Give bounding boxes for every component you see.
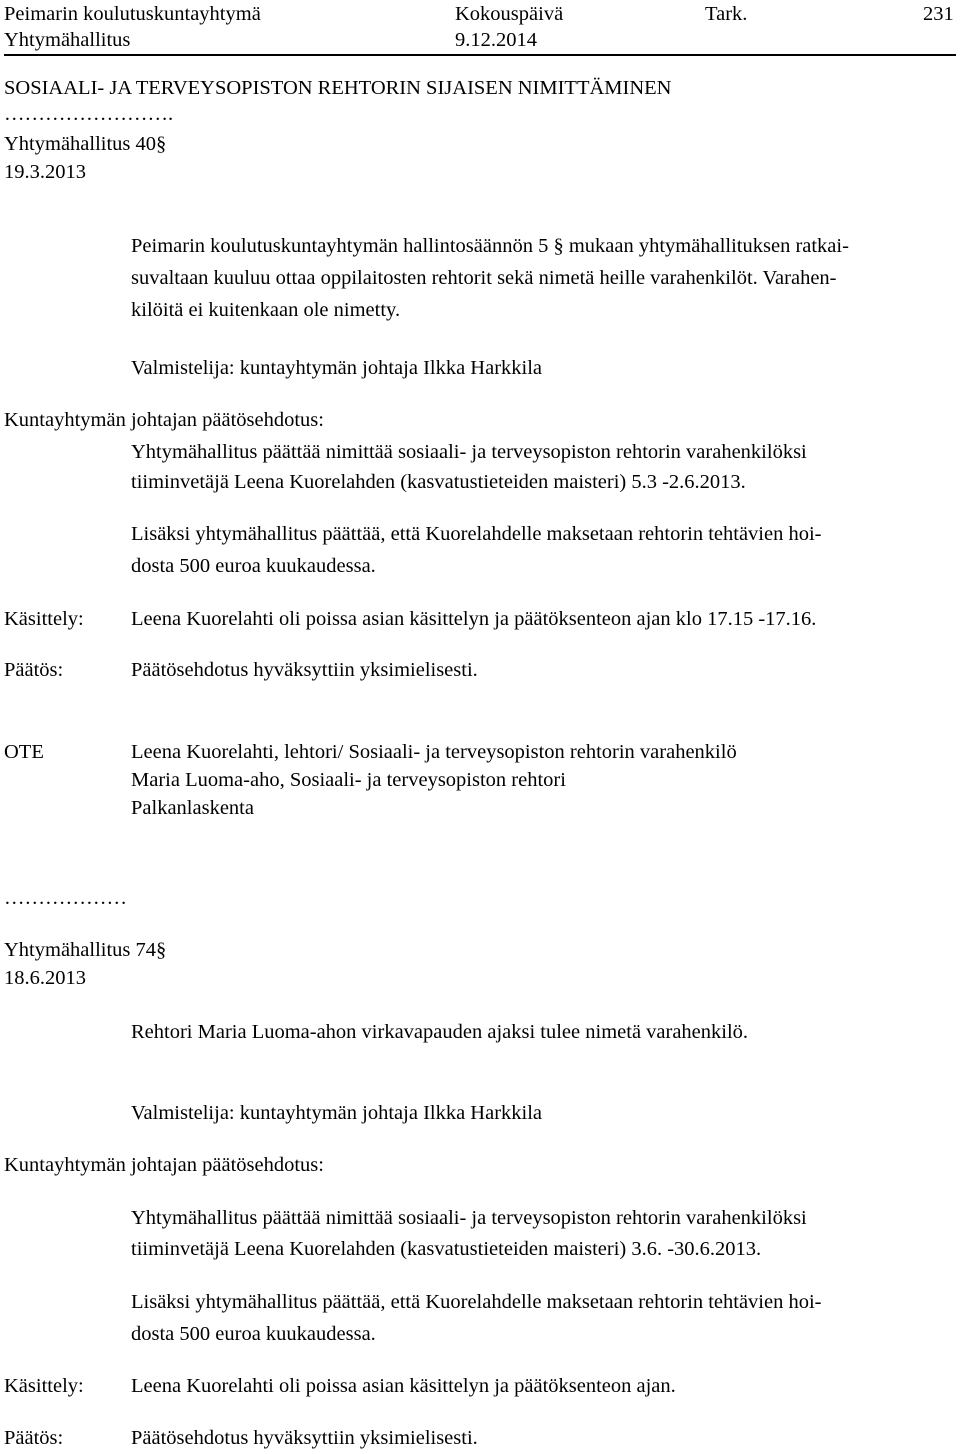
header-check-label: Tark. bbox=[705, 3, 748, 25]
header-meeting-label: Kokouspäivä bbox=[455, 3, 564, 25]
recipient-line: Maria Luoma-aho, Sosiaali- ja terveysopiston rehtori bbox=[131, 769, 566, 791]
section-reference: Yhtymähallitus 40§ bbox=[4, 133, 167, 155]
additional-line: dosta 500 euroa kuukaudessa. bbox=[131, 555, 376, 577]
preparer-line: Valmistelija: kuntayhtymän johtaja Ilkka Harkkila bbox=[131, 1102, 543, 1124]
header-body: Yhtymähallitus bbox=[4, 29, 131, 51]
section-date: 18.6.2013 bbox=[4, 967, 86, 989]
recipient-line: Palkanlaskenta bbox=[131, 797, 254, 819]
separator-dots: ……………………. bbox=[4, 103, 174, 125]
header-divider bbox=[4, 54, 956, 56]
proposal-line: tiiminvetäjä Leena Kuorelahden (kasvatustieteiden maisteri) 5.3 -2.6.2013. bbox=[131, 471, 746, 493]
recipient-line: Leena Kuorelahti, lehtori/ Sosiaali- ja terveysopiston rehtorin varahenkilö bbox=[131, 741, 737, 763]
proposal-line: Yhtymähallitus päättää nimittää sosiaali- ja terveysopiston rehtorin varahenkilöksi bbox=[131, 1207, 807, 1229]
decision-text: Päätösehdotus hyväksyttiin yksimielisesti. bbox=[131, 1427, 478, 1449]
section-sign: § bbox=[156, 133, 167, 155]
header-page-number: 231 bbox=[923, 3, 954, 25]
header-date: 9.12.2014 bbox=[455, 29, 537, 51]
handling-text: Leena Kuorelahti oli poissa asian käsittelyn ja päätöksenteon ajan klo 17.15 -17.16. bbox=[131, 608, 817, 630]
header-org: Peimarin koulutuskuntayhtymä bbox=[4, 3, 261, 25]
decision-label: Päätös: bbox=[4, 659, 64, 681]
paragraph-line: suvaltaan kuuluu ottaa oppilaitosten rehtorit sekä nimetä heille varahenkilöt. Varahen- bbox=[131, 267, 837, 289]
additional-line: Lisäksi yhtymähallitus päättää, että Kuorelahdelle maksetaan rehtorin tehtävien hoi- bbox=[131, 523, 822, 545]
handling-label: Käsittely: bbox=[4, 1375, 84, 1397]
handling-text: Leena Kuorelahti oli poissa asian käsittelyn ja päätöksenteon ajan. bbox=[131, 1375, 676, 1397]
additional-line: Lisäksi yhtymähallitus päättää, että Kuorelahdelle maksetaan rehtorin tehtävien hoi- bbox=[131, 1291, 822, 1313]
preparer-line: Valmistelija: kuntayhtymän johtaja Ilkka Harkkila bbox=[131, 357, 543, 379]
additional-line: dosta 500 euroa kuukaudessa. bbox=[131, 1323, 376, 1345]
decision-text: Päätösehdotus hyväksyttiin yksimielisesti. bbox=[131, 659, 478, 681]
proposal-label: Kuntayhtymän johtajan päätösehdotus: bbox=[4, 409, 324, 431]
separator-dots: ……………… bbox=[4, 887, 127, 909]
section-date: 19.3.2013 bbox=[4, 161, 86, 183]
paragraph-line: kilöitä ei kuitenkaan ole nimetty. bbox=[131, 299, 401, 321]
page-title: SOSIAALI- JA TERVEYSOPISTON REHTORIN SIJAISEN NIMITTÄMINEN bbox=[4, 77, 672, 99]
ote-label: OTE bbox=[4, 741, 44, 763]
proposal-label: Kuntayhtymän johtajan päätösehdotus: bbox=[4, 1154, 324, 1176]
handling-label: Käsittely: bbox=[4, 608, 84, 630]
paragraph-line: Rehtori Maria Luoma-ahon virkavapauden ajaksi tulee nimetä varahenkilö. bbox=[131, 1021, 749, 1043]
proposal-line: Yhtymähallitus päättää nimittää sosiaali- ja terveysopiston rehtorin varahenkilöksi bbox=[131, 441, 807, 463]
decision-label: Päätös: bbox=[4, 1427, 64, 1449]
section-sign: § bbox=[156, 939, 167, 961]
paragraph-line: Peimarin koulutuskuntayhtymän hallintosäännön 5 § mukaan yhtymähallituksen ratkai- bbox=[131, 235, 849, 257]
proposal-line: tiiminvetäjä Leena Kuorelahden (kasvatustieteiden maisteri) 3.6. -30.6.2013. bbox=[131, 1238, 762, 1260]
section-reference: Yhtymähallitus 74§ bbox=[4, 939, 167, 961]
